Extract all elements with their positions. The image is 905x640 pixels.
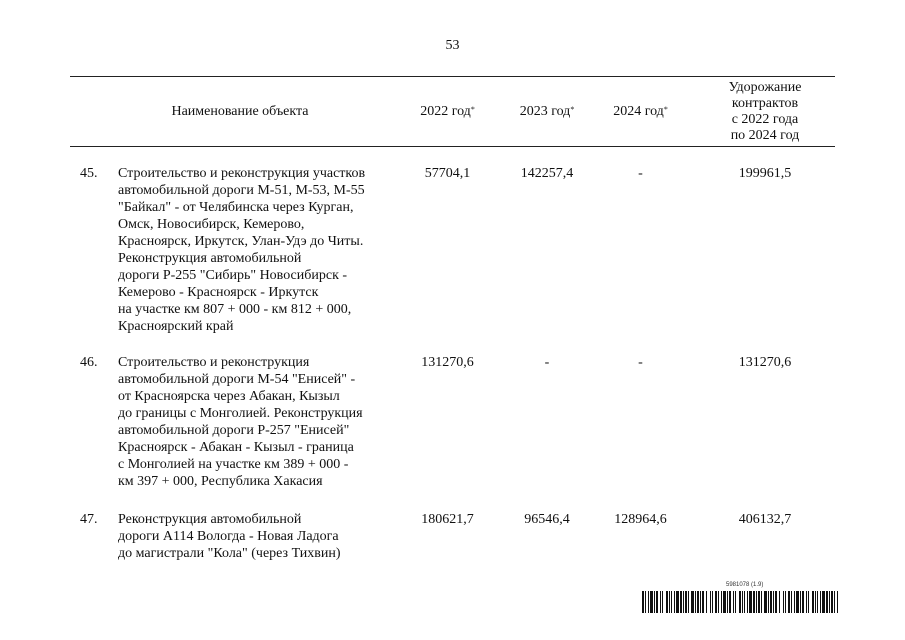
row-value-increase: 199961,5 bbox=[738, 166, 792, 181]
header-2024 bbox=[593, 78, 688, 145]
page-number: 53 bbox=[445, 38, 460, 53]
header-2023-star: * bbox=[570, 104, 575, 114]
header-2024-star: * bbox=[663, 104, 668, 114]
row-value-2022: 57704,1 bbox=[424, 166, 471, 181]
header-increase-line-2: контрактов bbox=[731, 95, 799, 111]
header-2023 bbox=[497, 78, 597, 145]
row-object-name: Реконструкция автомобильной дороги А114 Вологда - Новая Ладога до магистрали "Кола" (через Тихвин) bbox=[118, 512, 341, 561]
row-value-increase: 131270,6 bbox=[738, 355, 792, 370]
row-value-2023: - bbox=[544, 355, 550, 370]
header-increase-line-3: с 2022 года bbox=[731, 111, 799, 127]
header-increase-line-4: по 2024 год bbox=[730, 127, 800, 143]
row-number: 45. bbox=[80, 166, 98, 181]
row-value-2024: - bbox=[638, 355, 643, 370]
header-2023-label: 2023 год bbox=[519, 103, 571, 119]
row-number: 47. bbox=[80, 512, 98, 527]
row-value-2024: - bbox=[638, 166, 643, 181]
row-value-2023: 142257,4 bbox=[520, 166, 574, 181]
header-2022-star: * bbox=[470, 104, 475, 114]
row-value-2022: 131270,6 bbox=[421, 355, 474, 370]
header-increase-line-1: Удорожание bbox=[728, 79, 802, 95]
header-bottom-rule bbox=[70, 146, 835, 147]
row-object-name: Строительство и реконструкция автомобильной дороги М-54 "Енисей" - от Красноярска через Абакан, Кызыл до границы с Монголией. Реконструкция автомобильной дороги Р-257 "Енисей" Красноярск - Абакан - Кызыл - граница с Монголией на участке км 389 + 000 - км 397 + 000, Республика Хакасия bbox=[118, 355, 363, 489]
header-name bbox=[100, 78, 380, 145]
row-value-2022: 180621,7 bbox=[421, 512, 474, 527]
row-object-name: Строительство и реконструкция участков автомобильной дороги М-51, М-53, М-55 "Байкал" - от Челябинска через Курган, Омск, Новосибирск, Кемерово, Красноярск, Иркутск, Улан-Удэ до Читы. Реконструкция автомобильной дороги Р-255 "Сибирь" Новосибирск - Кемерово - Красноярск - Иркутск на участке км 807 + 000 - км 812 + 000, Красноярский край bbox=[118, 166, 366, 334]
header-name-label: Наименование объекта bbox=[171, 103, 309, 119]
header-increase bbox=[700, 78, 830, 145]
header-2022 bbox=[400, 78, 495, 145]
barcode-image bbox=[642, 591, 838, 613]
row-value-2024: 128964,6 bbox=[614, 512, 667, 527]
header-top-rule bbox=[70, 76, 835, 77]
header-2024-label: 2024 год bbox=[613, 103, 664, 119]
row-value-increase: 406132,7 bbox=[738, 512, 792, 527]
header-2022-label: 2022 год bbox=[420, 103, 471, 119]
barcode-label: 5981078 (1.9) bbox=[726, 582, 764, 588]
row-number: 46. bbox=[80, 355, 98, 370]
row-value-2023: 96546,4 bbox=[524, 512, 570, 527]
